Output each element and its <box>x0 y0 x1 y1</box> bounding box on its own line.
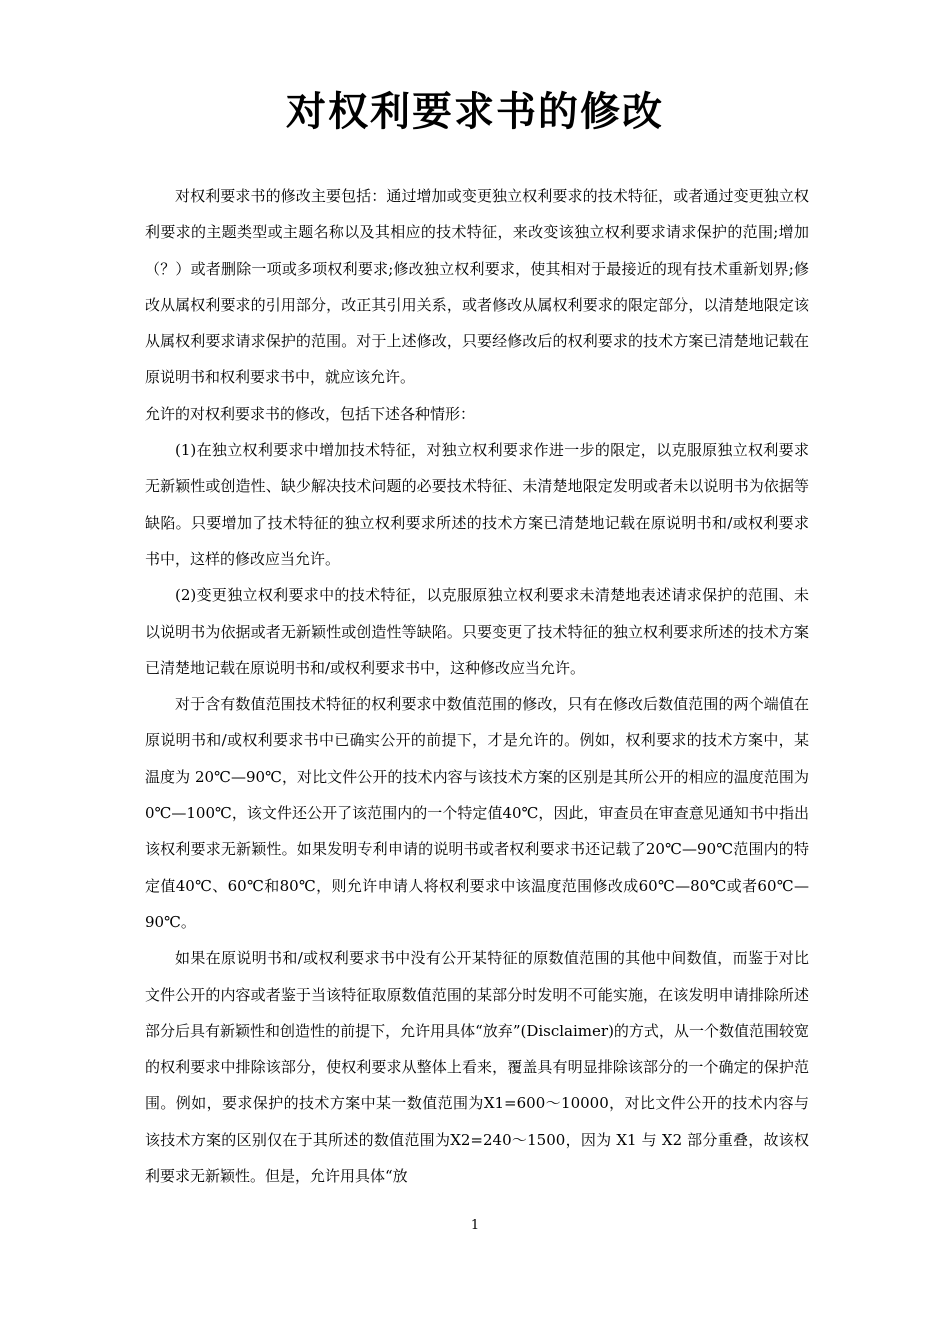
paragraph-disclaimer: 如果在原说明书和/或权利要求书中没有公开某特征的原数值范围的其他中间数值，而鉴于对比文件公开的内容或者鉴于当该特征取原数值范围的某部分时发明不可能实施，在该发明申请排除所述部分后具有新颖性和创造性的前提下，允许用具体“放弃”(Disclaimer)的方式，从一个数值范围较宽的权利要求中排除该部分，使权利要求从整体上看来，覆盖具有明显排除该部分的一个确定的保护范围。例如，要求保护的技术方案中某一数值范围为X1=600～10000，对比文件公开的技术内容与该技术方案的区别仅在于其所述的数值范围为X2=240～1500，因为 X1 与 X2 部分重叠，故该权利要求无新颖性。但是，允许用具体“放 <box>145 949 809 1186</box>
paragraph-overview: 对权利要求书的修改主要包括：通过增加或变更独立权利要求的技术特征，或者通过变更独立权利要求的主题类型或主题名称以及其相应的技术特征，来改变该独立权利要求请求保护的范围;增加（？）或者删除一项或多项权利要求;修改独立权利要求，使其相对于最接近的现有技术重新划界;修改从属权利要求的引用部分，改正其引用关系，或者修改从属权利要求的限定部分，以清楚地限定该从属权利要求请求保护的范围。对于上述修改，只要经修改后的权利要求的技术方案已清楚地记载在原说明书和权利要求书中，就应该允许。 <box>145 187 809 387</box>
document-title: 对权利要求书的修改 <box>286 89 664 135</box>
page-number: 1 <box>470 1218 480 1233</box>
document-body <box>145 178 809 1194</box>
paragraph-case-2: (2)变更独立权利要求中的技术特征，以克服原独立权利要求未清楚地表述请求保护的范围、未以说明书为依据或者无新颖性或创造性等缺陷。只要变更了技术特征的独立权利要求所述的技术方案已清楚地记载在原说明书和/或权利要求书中，这种修改应当允许。 <box>145 586 809 677</box>
paragraph-allowed-intro: 允许的对权利要求书的修改，包括下述各种情形： <box>145 404 476 423</box>
paragraph-numeric-range: 对于含有数值范围技术特征的权利要求中数值范围的修改，只有在修改后数值范围的两个端值在原说明书和/或权利要求书中已确实公开的前提下，才是允许的。例如，权利要求的技术方案中，某温度为 20℃—90℃，对比文件公开的技术内容与该技术方案的区别是其所公开的相应的温度范围为0℃—100℃，该文件还公开了该范围内的一个特定值40℃，因此，审查员在审查意见通知书中指出该权利要求无新颖性。如果发明专利申请的说明书或者权利要求书还记载了20℃—90℃范围内的特定值40℃、60℃和80℃，则允许申请人将权利要求中该温度范围修改成60℃—80℃或者60℃—90℃。 <box>145 695 809 931</box>
paragraph-case-1: (1)在独立权利要求中增加技术特征，对独立权利要求作进一步的限定，以克服原独立权利要求无新颖性或创造性、缺少解决技术问题的必要技术特征、未清楚地限定发明或者未以说明书为依据等缺陷。只要增加了技术特征的独立权利要求所述的技术方案已清楚地记载在原说明书和/或权利要求书中，这样的修改应当允许。 <box>145 441 809 568</box>
